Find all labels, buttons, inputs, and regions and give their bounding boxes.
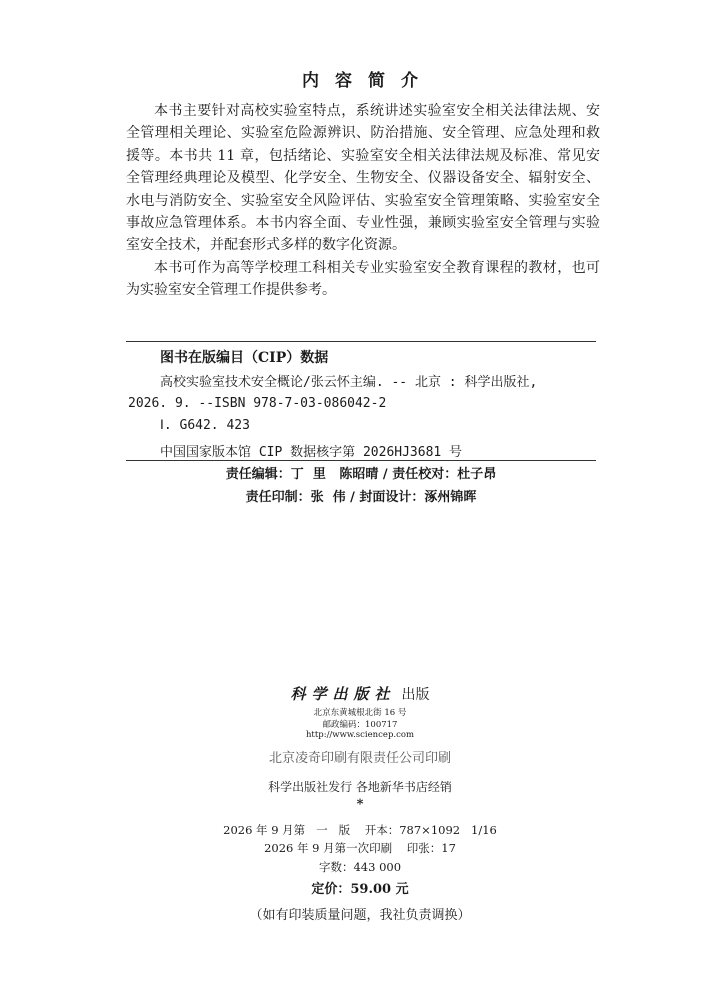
cip-top-rule bbox=[126, 341, 596, 342]
distribution: 科学出版社发行 各地新华书店经销 bbox=[268, 780, 452, 794]
publisher-name: 科学出版社 bbox=[290, 685, 396, 703]
cip-title-line: 高校实验室技术安全概论/张云怀主编. -- 北京 : 科学出版社, bbox=[160, 375, 538, 390]
cip-class-line: Ⅰ. G642. 423 bbox=[160, 418, 250, 433]
publisher-suffix: 出版 bbox=[401, 687, 430, 703]
summary-paragraph: 本书主要针对高校实验室特点，系统讲述实验室安全相关法律法规、安全管理相关理论、实验室危险源辨识、防治措施、安全管理、应急处理和救援等。本书共 11 章，包括绪论、实验室安全相关法律法规及标准、常见安全管理经典理论及模型、化学安全、生物安全、仪器设备安全、辐射安全、水电与消防安全、实验室安全风险评估、实验室安全管理策略、实验室安全事故应急管理体系。本书内容全面、专业性强，兼顾实验室安全管理与实验室安全技术，并配套形式多样的数字化资源。 bbox=[126, 103, 600, 254]
summary-body bbox=[126, 100, 600, 302]
asterisk-separator: * bbox=[356, 797, 364, 812]
cip-heading: 图书在版编目（CIP）数据 bbox=[160, 350, 329, 366]
impression-line: 2026 年 9 月第一次印刷 印张：17 bbox=[264, 841, 456, 855]
price: 定价：59.00 元 bbox=[311, 882, 409, 897]
cip-bottom-rule bbox=[126, 460, 596, 461]
word-count: 字数：443 000 bbox=[318, 860, 402, 874]
publisher-postcode: 邮政编码：100717 bbox=[322, 720, 398, 730]
summary-paragraph: 本书可作为高等学校理工科相关专业实验室安全教育课程的教材，也可为实验室安全管理工作提供参考。 bbox=[126, 259, 600, 299]
cip-record-line: 中国国家版本馆 CIP 数据核字第 2026HJ3681 号 bbox=[160, 445, 463, 460]
edition-line: 2026 年 9 月第 一 版 开本：787×1092 1/16 bbox=[223, 823, 497, 837]
credits-editors: 责任编辑：丁 里 陈昭晴 / 责任校对：杜子昂 bbox=[225, 467, 497, 482]
publisher-website: http://www.sciencep.com bbox=[305, 730, 415, 740]
printer: 北京凌奇印刷有限责任公司印刷 bbox=[268, 751, 451, 766]
cip-isbn-line: 2026. 9. --ISBN 978-7-03-086042-2 bbox=[128, 396, 387, 411]
exchange-note: （如有印装质量问题，我社负责调换） bbox=[249, 908, 471, 923]
summary-title: 内容简介 bbox=[302, 71, 434, 91]
publisher-line bbox=[0, 683, 720, 704]
credits-print: 责任印制：张 伟 / 封面设计：涿州锦晖 bbox=[245, 490, 477, 505]
publisher-address: 北京东黄城根北街 16 号 bbox=[313, 708, 407, 718]
